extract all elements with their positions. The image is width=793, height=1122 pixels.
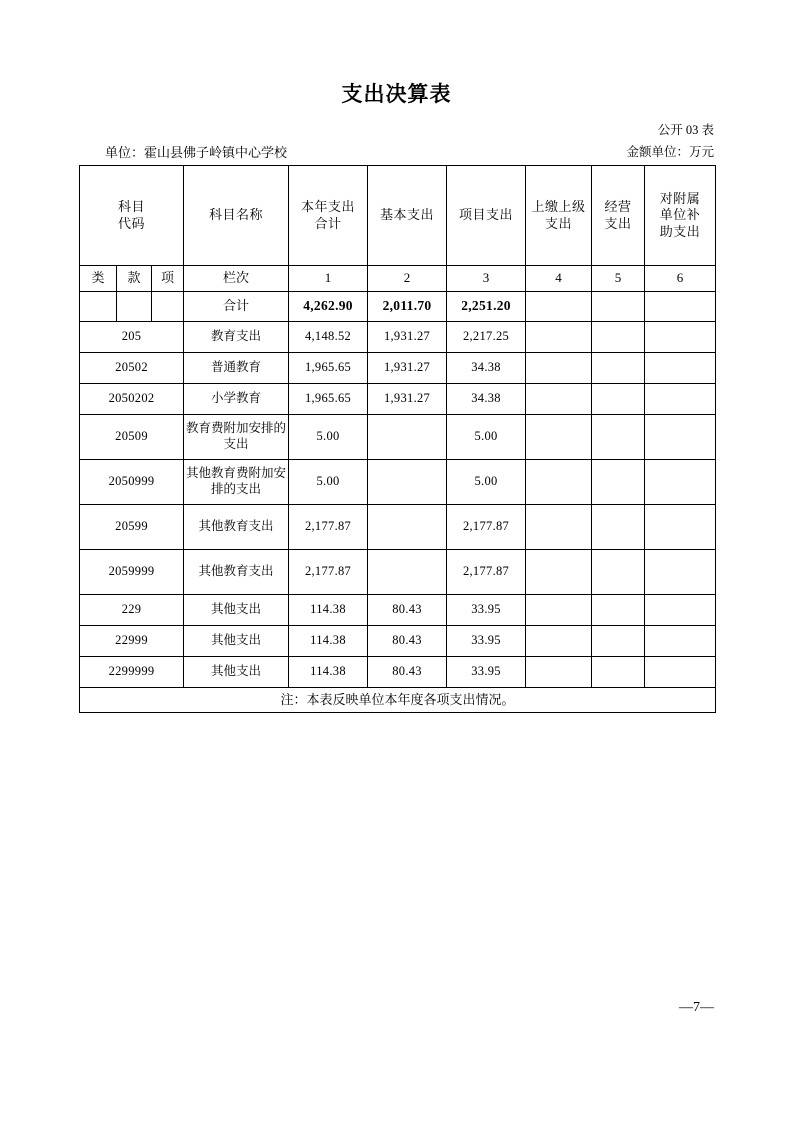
- row-subject-code: 2050202: [80, 384, 184, 415]
- row-project: 34.38: [447, 384, 526, 415]
- row-basic: 80.43: [368, 626, 447, 657]
- row-subsidy: [645, 384, 716, 415]
- row-subject-code: 2050999: [80, 460, 184, 505]
- header-col-5: 5: [592, 266, 645, 292]
- row-operating: [592, 657, 645, 688]
- total-upper: [526, 292, 592, 322]
- row-year-total: 1,965.65: [289, 353, 368, 384]
- total-subsidy: [645, 292, 716, 322]
- header-upper-line2: 支出: [545, 215, 573, 231]
- header-operating-line1: 经营: [604, 199, 632, 215]
- row-subject-name: 教育费附加安排的支出: [184, 415, 289, 460]
- header-col-1: 1: [289, 266, 368, 292]
- row-subject-name: 其他教育支出: [184, 505, 289, 550]
- row-upper: [526, 322, 592, 353]
- header-subject-code-line2: 代码: [118, 215, 146, 231]
- header-subject-code: [80, 166, 184, 266]
- row-year-total: 114.38: [289, 626, 368, 657]
- total-basic: 2,011.70: [368, 292, 447, 322]
- row-upper: [526, 626, 592, 657]
- row-subject-code: 229: [80, 595, 184, 626]
- row-operating: [592, 595, 645, 626]
- row-basic: 1,931.27: [368, 384, 447, 415]
- total-operating: [592, 292, 645, 322]
- row-subject-code: 205: [80, 322, 184, 353]
- unit-label: 单位：霍山县佛子岭镇中心学校: [105, 145, 288, 160]
- row-subsidy: [645, 550, 716, 595]
- table-row: [80, 505, 716, 550]
- table-subheader-row: [80, 266, 716, 292]
- row-project: 5.00: [447, 460, 526, 505]
- row-operating: [592, 353, 645, 384]
- row-subject-name: 教育支出: [184, 322, 289, 353]
- row-basic: [368, 505, 447, 550]
- header-subsidy-line1: 对附属: [659, 191, 701, 207]
- table-note: 注：本表反映单位本年度各项支出情况。: [80, 688, 716, 713]
- row-subject-code: 20502: [80, 353, 184, 384]
- row-basic: [368, 460, 447, 505]
- table-row: [80, 384, 716, 415]
- header-year-total: [289, 166, 368, 266]
- header-operating-line2: 支出: [604, 215, 632, 231]
- header-upper-line1: 上缴上级: [531, 199, 586, 215]
- row-subject-name: 小学教育: [184, 384, 289, 415]
- header-year-total-line1: 本年支出: [301, 199, 356, 215]
- total-item-cell: [152, 292, 184, 322]
- row-subsidy: [645, 626, 716, 657]
- expenditure-table: [79, 165, 716, 713]
- row-subsidy: [645, 505, 716, 550]
- row-subsidy: [645, 415, 716, 460]
- total-label: 合计: [184, 292, 289, 322]
- row-year-total: 4,148.52: [289, 322, 368, 353]
- row-subject-code: 2059999: [80, 550, 184, 595]
- row-upper: [526, 657, 592, 688]
- row-project: 2,177.87: [447, 550, 526, 595]
- row-subsidy: [645, 353, 716, 384]
- table-row: [80, 415, 716, 460]
- row-subsidy: [645, 595, 716, 626]
- row-year-total: 5.00: [289, 460, 368, 505]
- row-upper: [526, 550, 592, 595]
- header-item: 项: [152, 266, 184, 292]
- row-operating: [592, 626, 645, 657]
- form-code-label: 公开 03 表: [657, 123, 714, 137]
- header-subject-name: 科目名称: [184, 166, 289, 266]
- row-operating: [592, 460, 645, 505]
- row-subject-name: 普通教育: [184, 353, 289, 384]
- header-column-label: 栏次: [184, 266, 289, 292]
- table-row: [80, 595, 716, 626]
- row-subject-code: 22999: [80, 626, 184, 657]
- header-subject-code-line1: 科目: [118, 199, 146, 215]
- page-number: —7—: [679, 1000, 714, 1015]
- header-subsidy-line3: 助支出: [659, 223, 701, 239]
- row-operating: [592, 384, 645, 415]
- row-basic: [368, 550, 447, 595]
- table-row: [80, 550, 716, 595]
- header-upper-level-expenditure: [526, 166, 592, 266]
- row-subject-name: 其他支出: [184, 626, 289, 657]
- row-year-total: 2,177.87: [289, 505, 368, 550]
- row-project: 5.00: [447, 415, 526, 460]
- row-project: 2,217.25: [447, 322, 526, 353]
- row-subsidy: [645, 657, 716, 688]
- row-subject-name: 其他支出: [184, 657, 289, 688]
- table-row-total: [80, 292, 716, 322]
- table-row: [80, 322, 716, 353]
- row-upper: [526, 353, 592, 384]
- header-col-6: 6: [645, 266, 716, 292]
- table-row: [80, 626, 716, 657]
- amount-unit-label: 金额单位：万元: [626, 145, 714, 159]
- row-subject-name: 其他教育费附加安排的支出: [184, 460, 289, 505]
- total-project: 2,251.20: [447, 292, 526, 322]
- row-year-total: 1,965.65: [289, 384, 368, 415]
- row-basic: 80.43: [368, 595, 447, 626]
- row-upper: [526, 384, 592, 415]
- row-operating: [592, 550, 645, 595]
- header-class: 类: [80, 266, 117, 292]
- header-section: 款: [117, 266, 152, 292]
- header-subsidy-expenditure: [645, 166, 716, 266]
- row-upper: [526, 595, 592, 626]
- row-project: 33.95: [447, 626, 526, 657]
- row-operating: [592, 505, 645, 550]
- row-subsidy: [645, 322, 716, 353]
- total-class-cell: [80, 292, 117, 322]
- header-project-expenditure: 项目支出: [447, 166, 526, 266]
- header-subsidy-line2: 单位补: [659, 207, 701, 223]
- table-note-row: [80, 688, 716, 713]
- row-subject-code: 20509: [80, 415, 184, 460]
- row-year-total: 114.38: [289, 657, 368, 688]
- row-basic: 1,931.27: [368, 353, 447, 384]
- row-project: 33.95: [447, 657, 526, 688]
- row-upper: [526, 415, 592, 460]
- total-section-cell: [117, 292, 152, 322]
- header-operating-expenditure: [592, 166, 645, 266]
- page-title: 支出决算表: [341, 82, 452, 106]
- header-col-3: 3: [447, 266, 526, 292]
- row-year-total: 2,177.87: [289, 550, 368, 595]
- row-subject-name: 其他教育支出: [184, 550, 289, 595]
- table-header-row: [80, 166, 716, 266]
- header-col-4: 4: [526, 266, 592, 292]
- row-basic: [368, 415, 447, 460]
- row-upper: [526, 505, 592, 550]
- row-project: 2,177.87: [447, 505, 526, 550]
- row-basic: 1,931.27: [368, 322, 447, 353]
- row-upper: [526, 460, 592, 505]
- row-subject-code: 2299999: [80, 657, 184, 688]
- row-project: 33.95: [447, 595, 526, 626]
- row-operating: [592, 415, 645, 460]
- row-year-total: 114.38: [289, 595, 368, 626]
- total-year-total: 4,262.90: [289, 292, 368, 322]
- header-basic-expenditure: 基本支出: [368, 166, 447, 266]
- header-col-2: 2: [368, 266, 447, 292]
- row-operating: [592, 322, 645, 353]
- row-project: 34.38: [447, 353, 526, 384]
- row-year-total: 5.00: [289, 415, 368, 460]
- table-row: [80, 353, 716, 384]
- table-row: [80, 657, 716, 688]
- row-basic: 80.43: [368, 657, 447, 688]
- row-subject-code: 20599: [80, 505, 184, 550]
- table-row: [80, 460, 716, 505]
- header-year-total-line2: 合计: [314, 215, 342, 231]
- row-subsidy: [645, 460, 716, 505]
- row-subject-name: 其他支出: [184, 595, 289, 626]
